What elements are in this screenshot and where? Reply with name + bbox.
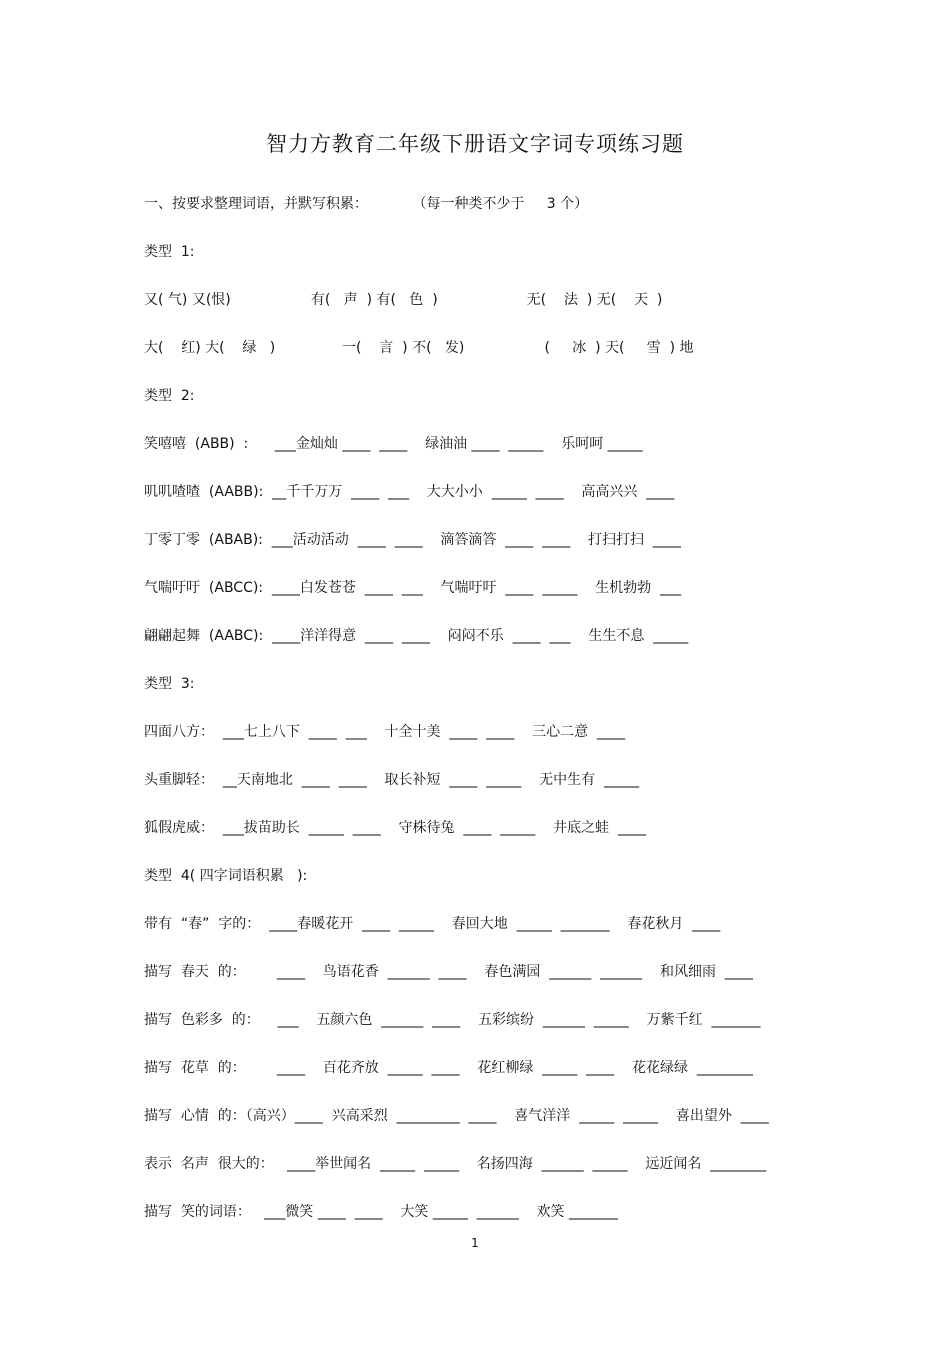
exercise-line: 表示 名声 很大的： ____举世闻名 _____ _____ 名扬四海 ______ _____ 远近闻名 ________ bbox=[144, 1156, 767, 1172]
exercise-line: 又( 气) 又(恨) 有( 声 ) 有( 色 ) 无( 法 ) 无( 天 ) bbox=[144, 292, 663, 308]
page-number: 1 bbox=[471, 1236, 479, 1250]
type-label: 类型 2: bbox=[144, 388, 195, 404]
exercise-line: 描写 花草 的： ____ 百花齐放 _____ ____ 花红柳绿 _____ ____ 花花绿绿 ________ bbox=[144, 1060, 753, 1076]
exercise-line: 笑嘻嘻 (ABB) : ___金灿灿 ____ ____ 绿油油 ____ _____ 乐呵呵 _____ bbox=[144, 436, 643, 452]
exercise-line: 叽叽喳喳 (AABB): __千千万万 ____ ___ 大大小小 _____ ____ 高高兴兴 ____ bbox=[144, 484, 675, 500]
exercise-line: 气喘吁吁 (ABCC): ____白发苍苍 ____ ___ 气喘吁吁 ____ _____ 生机勃勃 ___ bbox=[144, 580, 682, 596]
exercise-line: 带有 “春” 字的： ____春暖花开 ____ _____ 春回大地 _____ _______ 春花秋月 ____ bbox=[144, 916, 721, 932]
exercise-line: 狐假虎威： ___拔苗助长 _____ ____ 守株待兔 ____ _____ 井底之蛙 ____ bbox=[144, 820, 647, 836]
page-title: 智力方教育二年级下册语文字词专项练习题 bbox=[266, 132, 684, 156]
exercise-line: 丁零丁零 (ABAB): ___活动活动 ____ ____ 滴答滴答 ____ ____ 打扫打扫 ____ bbox=[144, 532, 681, 548]
exercise-line: 描写 笑的词语： ___微笑 ____ ____ 大笑 _____ ______ 欢笑 _______ bbox=[144, 1204, 619, 1220]
type-label: 类型 3: bbox=[144, 676, 195, 692]
type-label: 类型 1: bbox=[144, 244, 195, 260]
type-label: 类型 4( 四字词语积累 ): bbox=[144, 868, 308, 884]
section-heading: 一、按要求整理词语，并默写积累： （每一种类不少于 3 个） bbox=[144, 196, 589, 212]
exercise-line: 翩翩起舞 (AABC): ____洋洋得意 ____ ____ 闷闷不乐 ____ ___ 生生不息 _____ bbox=[144, 628, 689, 644]
exercise-line: 描写 心情 的：（高兴）____ 兴高采烈 _________ ____ 喜气洋洋 _____ _____ 喜出望外 ____ bbox=[144, 1108, 769, 1124]
exercise-line: 头重脚轻： __天南地北 ____ ____ 取长补短 ____ _____ 无中生有 _____ bbox=[144, 772, 640, 788]
exercise-line: 大( 红) 大( 绿 ) 一( 言 ) 不( 发) ( 冰 ) 天( 雪 ) 地 bbox=[144, 340, 694, 356]
exercise-line: 描写 春天 的： ____ 鸟语花香 ______ ____ 春色满园 ______ ______ 和风细雨 ____ bbox=[144, 964, 753, 980]
exercise-line: 描写 色彩多 的： ___ 五颜六色 ______ ____ 五彩缤纷 ______ _____ 万紫千红 _______ bbox=[144, 1012, 761, 1028]
exercise-line: 四面八方： ___七上八下 ____ ___ 十全十美 ____ ____ 三心二意 ____ bbox=[144, 724, 626, 740]
